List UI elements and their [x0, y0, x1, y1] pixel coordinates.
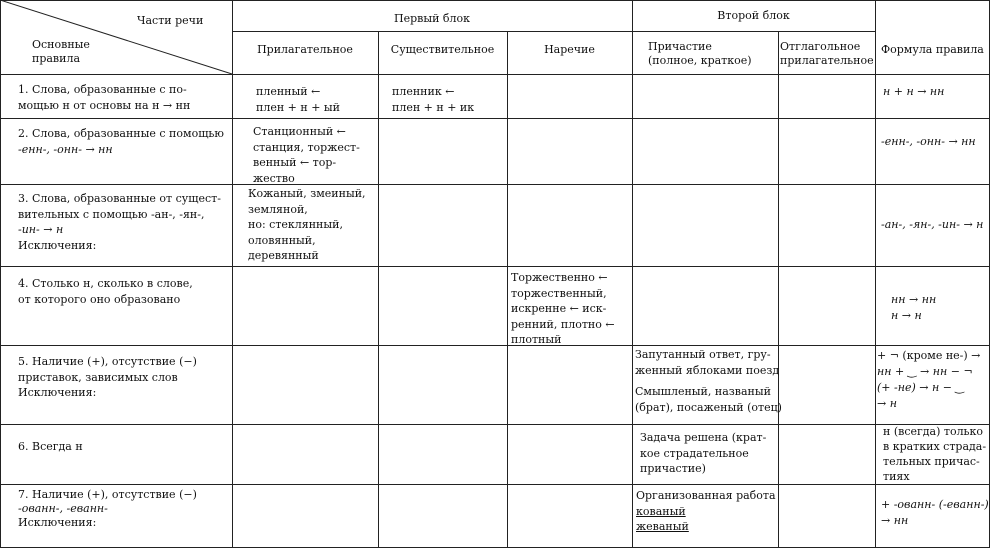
row4-rule: 4. Столько н, сколько в слове, от которого оно образовано: [18, 277, 193, 306]
col-adjective: Прилагательное: [257, 43, 353, 56]
row3-adjective: Кожаный, змеиный, земляной, но: стеклянный, оловянный, деревянный: [248, 187, 366, 262]
header-parts-of-speech: Части речи: [137, 14, 204, 27]
row3-rule: 3. Слова, образованные от сущест- вительных с помощью -ан-, -ян-, -ин- → н Исключения:: [18, 192, 221, 252]
row2-adjective: Станционный ← станция, торжест- венный ← тор- жество: [253, 125, 360, 185]
header-block1: Первый блок: [393, 12, 471, 25]
row7-participle: Организованная работа кованый жеваный: [636, 489, 776, 533]
row4-adverb: Торжественно ← торжественный, искренне ← иск- ренний, плотно ← плотный: [511, 271, 615, 346]
row5-participle: Запутанный ответ, гру- женный яблоками поезд Смышленый, названый (брат), посаженый (отец): [635, 348, 782, 414]
row1-rule: 1. Слова, образованные с по- мощью н от основы на н → нн: [18, 83, 191, 112]
header-block2: Второй блок: [717, 9, 790, 22]
col-verbal-adj: Отглагольное прилагательное: [780, 40, 874, 67]
row1-formula: н + н → нн: [883, 85, 945, 98]
col-participle: Причастие (полное, краткое): [648, 40, 752, 67]
row2-rule: 2. Слова, образованные с помощью -енн-, -онн- → нн: [18, 127, 224, 156]
row1-adjective: пленный ← плен + н + ый: [256, 85, 340, 114]
col-adverb: Наречие: [544, 43, 595, 56]
header-formula: Формула правила: [881, 43, 984, 56]
col-noun: Существительное: [390, 43, 495, 56]
header-basic-rules: Основные правила: [32, 38, 90, 65]
row5-rule: 5. Наличие (+), отсутствие (−) приставок, зависимых слов Исключения:: [18, 355, 197, 399]
row6-rule: 6. Всегда н: [18, 440, 83, 453]
row1-noun: пленник ← плен + н + ик: [392, 85, 475, 114]
row5-formula: + ¬ (кроме не-) → нн + ‿ → нн − ¬ (+ -не) → н − ‿ → н: [877, 349, 981, 410]
row6-formula: н (всегда) только в кратких страда- тельных причас- тиях: [883, 425, 987, 483]
row3-formula: -ан-, -ян-, -ин- → н: [881, 218, 984, 231]
row2-formula: -енн-, -онн- → нн: [881, 135, 976, 148]
row7-formula: + -ованн- (-еванн-) → нн: [881, 498, 989, 527]
row7-rule: 7. Наличие (+), отсутствие (−) -ованн-, -еванн- Исключения:: [18, 488, 197, 529]
row4-formula: нн → нн н → н: [891, 293, 937, 322]
row6-participle: Задача решена (крат- кое страдательное причастие): [640, 431, 767, 475]
